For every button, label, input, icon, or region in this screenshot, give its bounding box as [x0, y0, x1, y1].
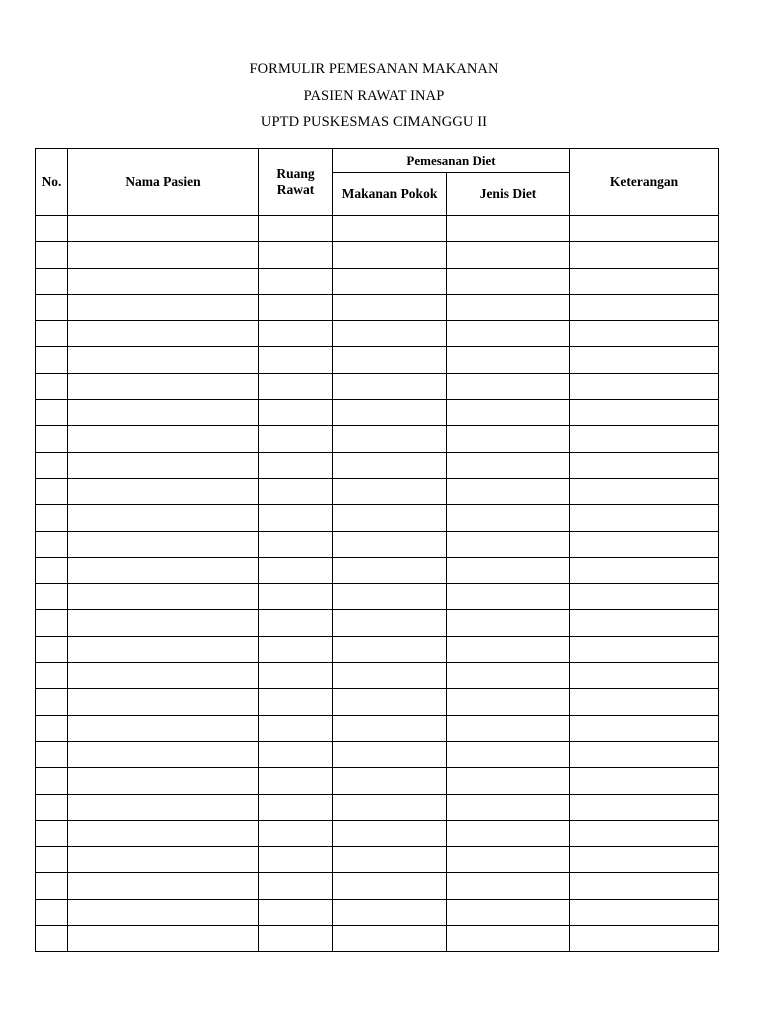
cell-no: [36, 216, 68, 242]
cell-nama-pasien: [68, 715, 259, 741]
cell-ruang-rawat: [259, 610, 333, 636]
cell-no: [36, 294, 68, 320]
column-header-pemesanan-diet: Pemesanan Diet: [333, 149, 570, 173]
cell-ruang-rawat: [259, 768, 333, 794]
cell-ruang-rawat: [259, 373, 333, 399]
cell-no: [36, 847, 68, 873]
table-row: [36, 557, 719, 583]
table-row: [36, 216, 719, 242]
cell-keterangan: [570, 584, 719, 610]
cell-no: [36, 610, 68, 636]
column-header-nama-pasien: Nama Pasien: [68, 149, 259, 216]
cell-nama-pasien: [68, 689, 259, 715]
cell-no: [36, 794, 68, 820]
cell-ruang-rawat: [259, 689, 333, 715]
cell-ruang-rawat: [259, 268, 333, 294]
table-row: [36, 663, 719, 689]
table-row: [36, 715, 719, 741]
cell-keterangan: [570, 794, 719, 820]
cell-jenis-diet: [447, 321, 570, 347]
table-row: [36, 505, 719, 531]
cell-nama-pasien: [68, 268, 259, 294]
cell-makanan-pokok: [333, 478, 447, 504]
cell-makanan-pokok: [333, 294, 447, 320]
cell-jenis-diet: [447, 636, 570, 662]
cell-keterangan: [570, 610, 719, 636]
cell-ruang-rawat: [259, 347, 333, 373]
table-row: [36, 820, 719, 846]
cell-keterangan: [570, 242, 719, 268]
table-row: [36, 531, 719, 557]
cell-makanan-pokok: [333, 452, 447, 478]
cell-makanan-pokok: [333, 216, 447, 242]
cell-makanan-pokok: [333, 715, 447, 741]
cell-makanan-pokok: [333, 584, 447, 610]
cell-jenis-diet: [447, 794, 570, 820]
cell-keterangan: [570, 400, 719, 426]
cell-jenis-diet: [447, 505, 570, 531]
cell-ruang-rawat: [259, 820, 333, 846]
table-row: [36, 400, 719, 426]
cell-no: [36, 426, 68, 452]
cell-nama-pasien: [68, 216, 259, 242]
cell-ruang-rawat: [259, 478, 333, 504]
cell-nama-pasien: [68, 873, 259, 899]
cell-no: [36, 899, 68, 925]
cell-no: [36, 268, 68, 294]
cell-no: [36, 242, 68, 268]
cell-nama-pasien: [68, 820, 259, 846]
cell-nama-pasien: [68, 347, 259, 373]
cell-no: [36, 452, 68, 478]
cell-makanan-pokok: [333, 663, 447, 689]
cell-ruang-rawat: [259, 584, 333, 610]
cell-nama-pasien: [68, 768, 259, 794]
cell-nama-pasien: [68, 426, 259, 452]
cell-keterangan: [570, 347, 719, 373]
cell-nama-pasien: [68, 584, 259, 610]
cell-no: [36, 873, 68, 899]
cell-no: [36, 926, 68, 952]
cell-jenis-diet: [447, 584, 570, 610]
ruang-rawat-line1: Ruang: [276, 166, 315, 181]
table-row: [36, 294, 719, 320]
table-row: [36, 478, 719, 504]
cell-nama-pasien: [68, 794, 259, 820]
table-row: [36, 794, 719, 820]
cell-nama-pasien: [68, 899, 259, 925]
cell-makanan-pokok: [333, 873, 447, 899]
cell-ruang-rawat: [259, 294, 333, 320]
cell-makanan-pokok: [333, 610, 447, 636]
cell-makanan-pokok: [333, 899, 447, 925]
cell-ruang-rawat: [259, 452, 333, 478]
table-row: [36, 741, 719, 767]
table-row: [36, 452, 719, 478]
cell-ruang-rawat: [259, 636, 333, 662]
cell-ruang-rawat: [259, 847, 333, 873]
cell-jenis-diet: [447, 820, 570, 846]
cell-makanan-pokok: [333, 794, 447, 820]
cell-makanan-pokok: [333, 636, 447, 662]
table-row: [36, 610, 719, 636]
form-institution: UPTD PUSKESMAS CIMANGGU II: [260, 114, 488, 130]
cell-ruang-rawat: [259, 321, 333, 347]
table-row: [36, 926, 719, 952]
form-subtitle: PASIEN RAWAT INAP: [303, 87, 445, 104]
table-row: [36, 636, 719, 662]
meal-order-table: [35, 148, 719, 952]
cell-no: [36, 321, 68, 347]
cell-jenis-diet: [447, 531, 570, 557]
cell-keterangan: [570, 663, 719, 689]
table-body: [36, 216, 719, 952]
cell-keterangan: [570, 268, 719, 294]
cell-keterangan: [570, 531, 719, 557]
cell-makanan-pokok: [333, 847, 447, 873]
form-title: FORMULIR PEMESANAN MAKANAN: [249, 61, 499, 77]
cell-nama-pasien: [68, 294, 259, 320]
cell-ruang-rawat: [259, 557, 333, 583]
cell-makanan-pokok: [333, 373, 447, 399]
cell-ruang-rawat: [259, 216, 333, 242]
cell-jenis-diet: [447, 294, 570, 320]
cell-no: [36, 820, 68, 846]
cell-jenis-diet: [447, 426, 570, 452]
table-row: [36, 584, 719, 610]
cell-ruang-rawat: [259, 873, 333, 899]
cell-keterangan: [570, 294, 719, 320]
cell-jenis-diet: [447, 557, 570, 583]
column-header-no: No.: [36, 149, 68, 216]
cell-makanan-pokok: [333, 926, 447, 952]
cell-keterangan: [570, 321, 719, 347]
cell-makanan-pokok: [333, 557, 447, 583]
cell-jenis-diet: [447, 242, 570, 268]
cell-jenis-diet: [447, 452, 570, 478]
cell-nama-pasien: [68, 847, 259, 873]
table-row: [36, 768, 719, 794]
cell-nama-pasien: [68, 505, 259, 531]
cell-no: [36, 768, 68, 794]
cell-no: [36, 373, 68, 399]
table-row: [36, 426, 719, 452]
table-row: [36, 689, 719, 715]
cell-makanan-pokok: [333, 768, 447, 794]
cell-makanan-pokok: [333, 321, 447, 347]
cell-jenis-diet: [447, 873, 570, 899]
cell-no: [36, 478, 68, 504]
cell-jenis-diet: [447, 689, 570, 715]
cell-no: [36, 689, 68, 715]
cell-makanan-pokok: [333, 689, 447, 715]
cell-no: [36, 557, 68, 583]
cell-keterangan: [570, 689, 719, 715]
cell-jenis-diet: [447, 400, 570, 426]
cell-ruang-rawat: [259, 242, 333, 268]
cell-ruang-rawat: [259, 426, 333, 452]
cell-no: [36, 347, 68, 373]
cell-nama-pasien: [68, 242, 259, 268]
cell-jenis-diet: [447, 216, 570, 242]
form-title-block: [0, 56, 748, 136]
cell-no: [36, 584, 68, 610]
cell-makanan-pokok: [333, 741, 447, 767]
cell-keterangan: [570, 216, 719, 242]
table-row: [36, 899, 719, 925]
cell-nama-pasien: [68, 741, 259, 767]
table-header: [36, 149, 719, 216]
table-row: [36, 373, 719, 399]
cell-ruang-rawat: [259, 505, 333, 531]
table-row: [36, 873, 719, 899]
cell-nama-pasien: [68, 531, 259, 557]
cell-ruang-rawat: [259, 741, 333, 767]
ruang-rawat-line2: Rawat: [276, 182, 315, 197]
cell-ruang-rawat: [259, 400, 333, 426]
column-header-keterangan: Keterangan: [570, 149, 719, 216]
cell-nama-pasien: [68, 478, 259, 504]
cell-no: [36, 636, 68, 662]
cell-jenis-diet: [447, 741, 570, 767]
cell-no: [36, 400, 68, 426]
cell-jenis-diet: [447, 847, 570, 873]
cell-nama-pasien: [68, 400, 259, 426]
cell-jenis-diet: [447, 899, 570, 925]
cell-makanan-pokok: [333, 426, 447, 452]
cell-nama-pasien: [68, 373, 259, 399]
table-row: [36, 347, 719, 373]
cell-keterangan: [570, 899, 719, 925]
cell-makanan-pokok: [333, 531, 447, 557]
column-header-makanan-pokok: Makanan Pokok: [333, 173, 447, 216]
cell-keterangan: [570, 426, 719, 452]
cell-ruang-rawat: [259, 663, 333, 689]
cell-keterangan: [570, 452, 719, 478]
cell-jenis-diet: [447, 768, 570, 794]
cell-nama-pasien: [68, 663, 259, 689]
cell-keterangan: [570, 820, 719, 846]
cell-keterangan: [570, 636, 719, 662]
table-row: [36, 321, 719, 347]
cell-ruang-rawat: [259, 899, 333, 925]
cell-keterangan: [570, 557, 719, 583]
cell-makanan-pokok: [333, 820, 447, 846]
column-header-ruang-rawat: [259, 149, 333, 216]
cell-keterangan: [570, 847, 719, 873]
cell-ruang-rawat: [259, 794, 333, 820]
cell-nama-pasien: [68, 557, 259, 583]
cell-makanan-pokok: [333, 400, 447, 426]
cell-keterangan: [570, 873, 719, 899]
cell-jenis-diet: [447, 347, 570, 373]
cell-nama-pasien: [68, 610, 259, 636]
cell-nama-pasien: [68, 321, 259, 347]
cell-jenis-diet: [447, 610, 570, 636]
cell-jenis-diet: [447, 663, 570, 689]
cell-keterangan: [570, 768, 719, 794]
cell-ruang-rawat: [259, 926, 333, 952]
cell-no: [36, 531, 68, 557]
cell-no: [36, 663, 68, 689]
cell-keterangan: [570, 505, 719, 531]
cell-no: [36, 741, 68, 767]
cell-makanan-pokok: [333, 242, 447, 268]
cell-keterangan: [570, 715, 719, 741]
cell-jenis-diet: [447, 268, 570, 294]
cell-makanan-pokok: [333, 505, 447, 531]
cell-keterangan: [570, 478, 719, 504]
table-row: [36, 847, 719, 873]
cell-jenis-diet: [447, 715, 570, 741]
column-header-jenis-diet: Jenis Diet: [447, 173, 570, 216]
cell-makanan-pokok: [333, 268, 447, 294]
cell-keterangan: [570, 926, 719, 952]
cell-keterangan: [570, 741, 719, 767]
cell-nama-pasien: [68, 926, 259, 952]
cell-makanan-pokok: [333, 347, 447, 373]
cell-jenis-diet: [447, 373, 570, 399]
cell-no: [36, 505, 68, 531]
cell-ruang-rawat: [259, 531, 333, 557]
cell-ruang-rawat: [259, 715, 333, 741]
cell-keterangan: [570, 373, 719, 399]
table-row: [36, 242, 719, 268]
cell-no: [36, 715, 68, 741]
table-row: [36, 268, 719, 294]
cell-jenis-diet: [447, 478, 570, 504]
cell-nama-pasien: [68, 636, 259, 662]
cell-nama-pasien: [68, 452, 259, 478]
cell-jenis-diet: [447, 926, 570, 952]
